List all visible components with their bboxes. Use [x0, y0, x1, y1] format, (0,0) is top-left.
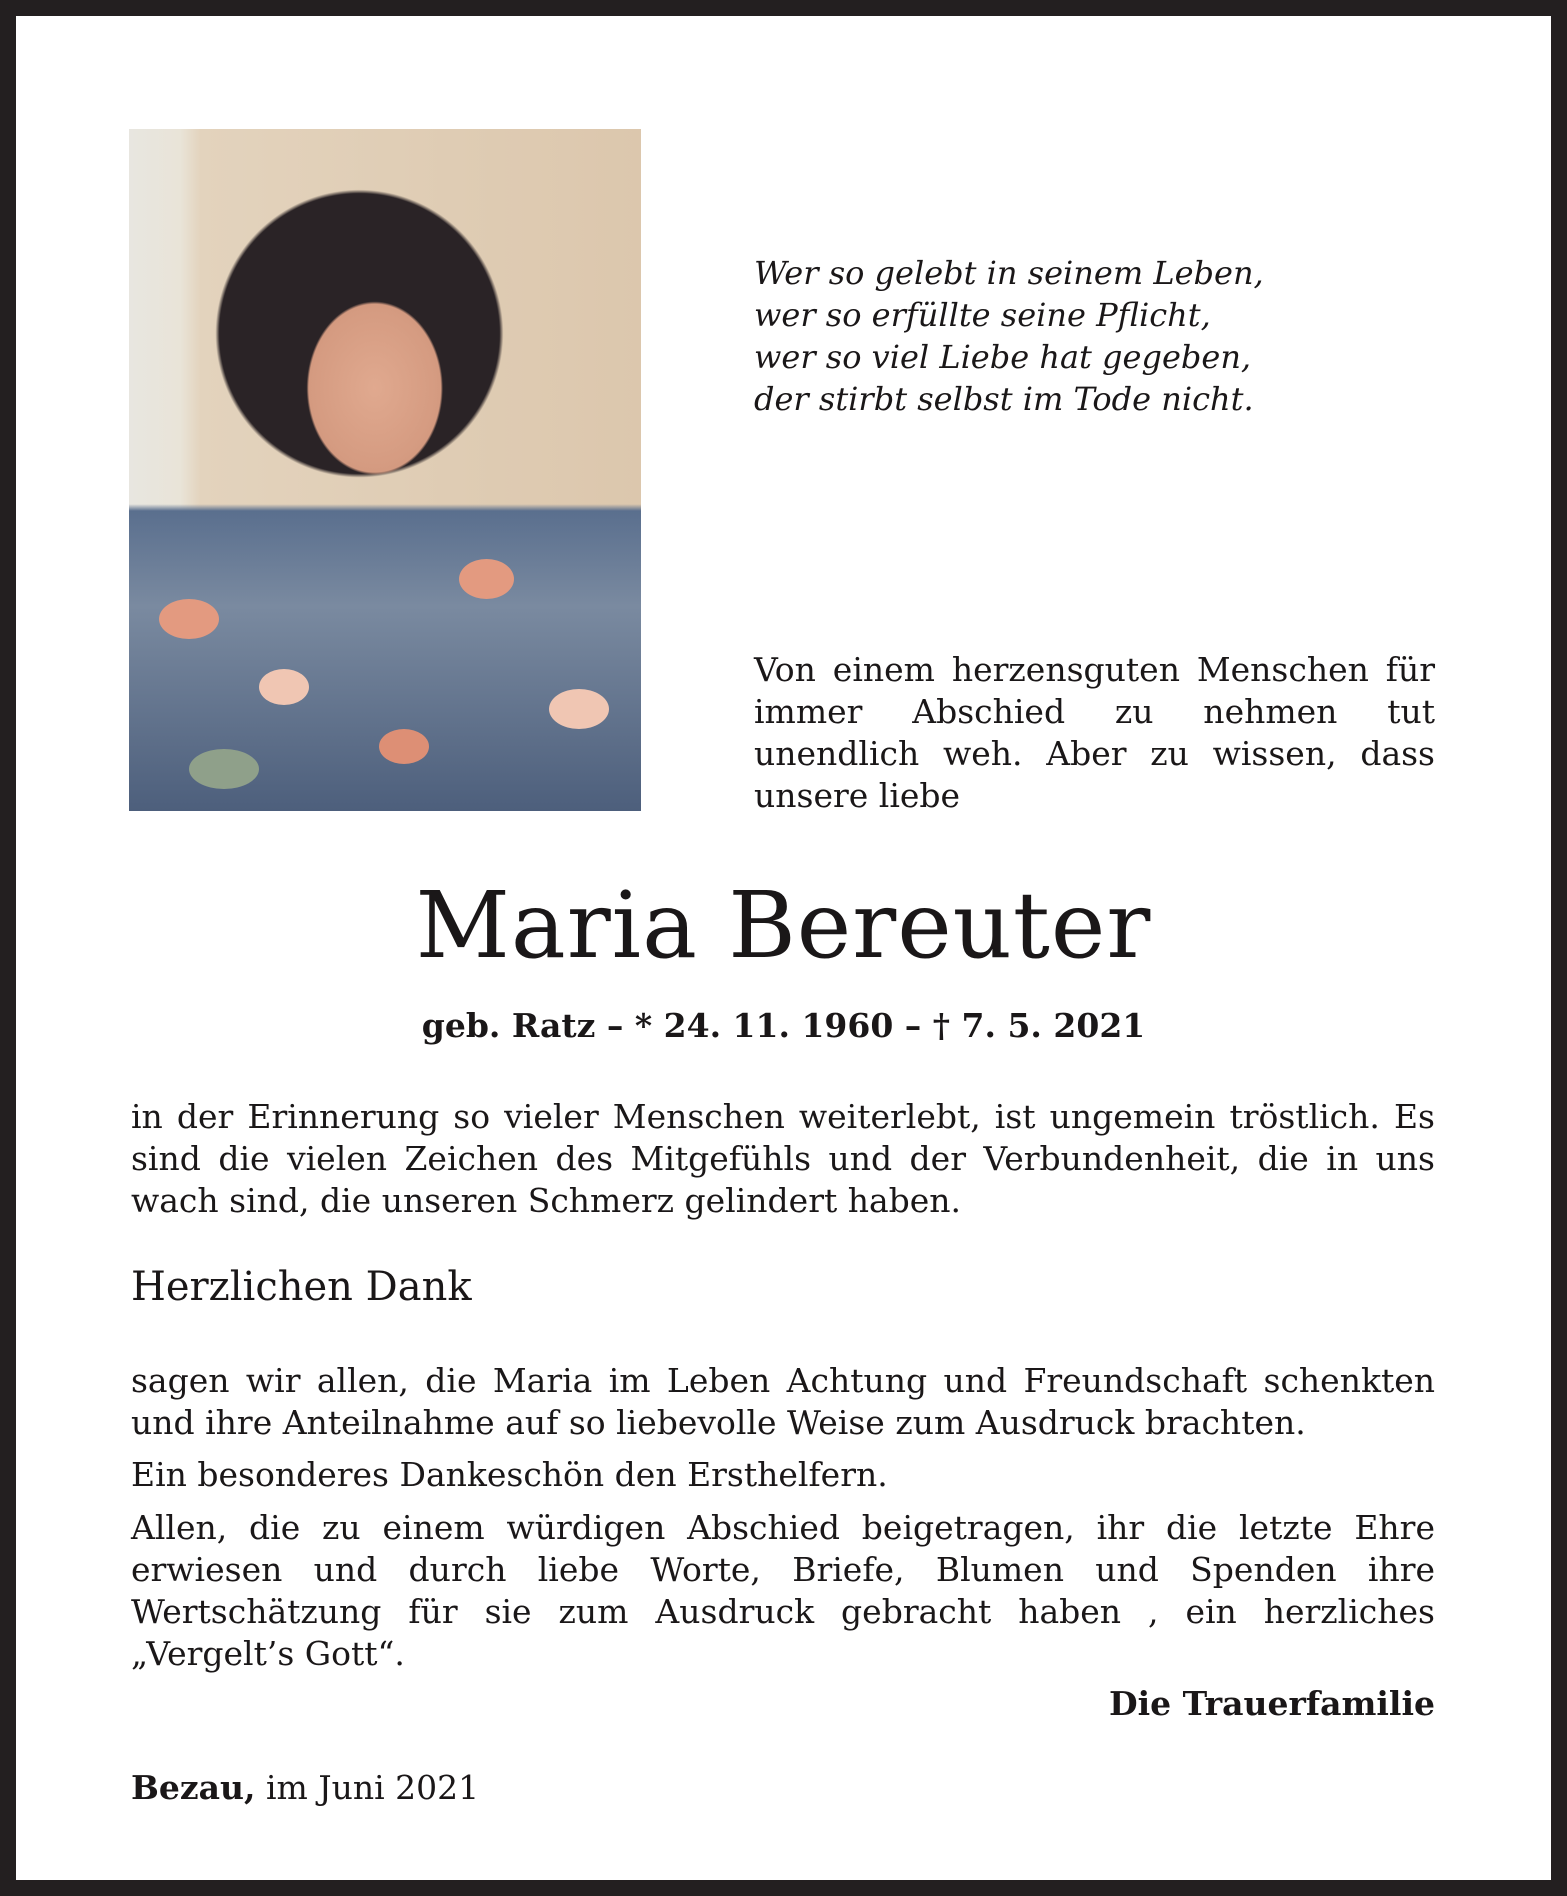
- poem-line: wer so erfüllte seine Pflicht,: [754, 296, 1211, 334]
- intro-text: Von einem herzensguten Menschen für immer Abschied zu nehmen tut unendlich weh. Aber zu wissen, dass unsere liebe: [754, 650, 1435, 815]
- thanks-heading: Herzlichen Dank: [131, 1264, 472, 1310]
- portrait-photo: [129, 129, 641, 811]
- date: im Juni 2021: [266, 1768, 480, 1807]
- obituary-notice: [16, 16, 1551, 1880]
- place: Bezau,: [131, 1768, 256, 1807]
- poem-line: wer so viel Liebe hat gegeben,: [754, 338, 1252, 376]
- paragraph-thanks: sagen wir allen, die Maria im Leben Achtung und Freundschaft schenkten und ihre Anteilnahme auf so liebevolle Weise zum Ausdruck brachten.: [131, 1361, 1435, 1442]
- paragraph-gratitude: Allen, die zu einem würdigen Abschied beigetragen, ihr die letzte Ehre erwiesen und durch liebe Worte, Briefe, Blumen und Spenden ihre Wertschätzung für sie zum Ausdruck gebracht haben , ein herzliches „Vergelt’s Gott“.: [131, 1508, 1435, 1673]
- life-dates: geb. Ratz – * 24. 11. 1960 – † 7. 5. 2021: [421, 1006, 1146, 1045]
- place-date: [131, 1768, 479, 1807]
- signature: Die Trauerfamilie: [1108, 1684, 1435, 1723]
- deceased-name: Maria Bereuter: [415, 872, 1152, 979]
- poem-line: der stirbt selbst im Tode nicht.: [754, 380, 1254, 418]
- paragraph-first-aid: Ein besonderes Dankeschön den Ersthelfern.: [131, 1455, 888, 1494]
- memorial-poem: [754, 252, 1264, 420]
- poem-line: Wer so gelebt in seinem Leben,: [754, 254, 1264, 292]
- paragraph-remembrance: in der Erinnerung so vieler Menschen weiterlebt, ist ungemein tröstlich. Es sind die vielen Zeichen des Mitgefühls und der Verbundenheit, die in uns wach sind, die unseren Schmerz gelindert haben.: [131, 1097, 1435, 1220]
